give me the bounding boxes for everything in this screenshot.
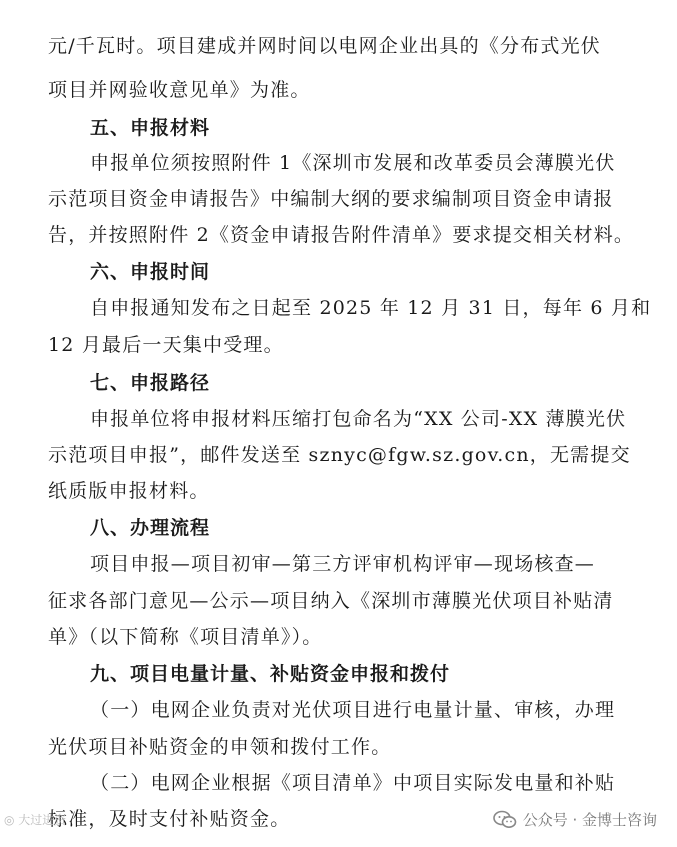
wechat-icon bbox=[493, 810, 517, 830]
paragraph-line: 自申报通知发布之日起至 2025 年 12 月 31 日，每年 6 月和 bbox=[90, 297, 652, 319]
watermark-footer bbox=[0, 805, 677, 837]
section-heading: 五、申报材料 bbox=[90, 117, 211, 139]
paragraph-line: （一）电网企业负责对光伏项目进行电量计量、审核，办理 bbox=[90, 699, 616, 721]
section-heading: 九、项目电量计量、补贴资金申报和拨付 bbox=[90, 663, 451, 685]
paragraph-line: 光伏项目补贴资金的申领和拨付工作。 bbox=[48, 736, 392, 758]
paragraph-line: 申报单位将申报材料压缩打包命名为“XX 公司-XX 薄膜光伏 bbox=[90, 408, 627, 430]
paragraph-line: 示范项目申报”，邮件发送至 sznyc@fgw.sz.gov.cn，无需提交 bbox=[48, 444, 631, 466]
account-watermark bbox=[493, 809, 657, 830]
paragraph-line: 告，并按照附件 2《资金申请报告附件清单》要求提交相关材料。 bbox=[48, 224, 635, 246]
paragraph-line: 征求各部门意见—公示—项目纳入《深圳市薄膜光伏项目补贴清 bbox=[48, 590, 614, 612]
account-name: 公众号 · 金博士咨询 bbox=[522, 811, 657, 829]
paragraph-line: （二）电网企业根据《项目清单》中项目实际发电量和补贴 bbox=[90, 772, 616, 794]
section-heading: 六、申报时间 bbox=[90, 261, 211, 283]
paragraph-line: 单》（以下简称《项目清单》）。 bbox=[48, 626, 323, 648]
paragraph-line: 申报单位须按照附件 1《深圳市发展和改革委员会薄膜光伏 bbox=[90, 152, 616, 174]
paragraph-line: 项目并网验收意见单》为准。 bbox=[48, 79, 311, 101]
paragraph-line: 项目申报—项目初审—第三方评审机构评审—现场核查— bbox=[90, 553, 596, 575]
paragraph-line: 纸质版申报材料。 bbox=[48, 480, 210, 502]
paragraph-line: 标准，及时支付补贴资金。 bbox=[48, 808, 291, 830]
paragraph-line: 12 月最后一天集中受理。 bbox=[48, 334, 284, 356]
left-watermark: ◎ 大过进资 bbox=[4, 813, 67, 827]
paragraph-line: 示范项目资金申请报告》中编制大纲的要求编制项目资金申请报 bbox=[48, 188, 614, 210]
paragraph-line: 元/千瓦时。项目建成并网时间以电网企业出具的《分布式光伏 bbox=[48, 35, 602, 57]
section-heading: 七、申报路径 bbox=[90, 372, 211, 394]
section-heading: 八、办理流程 bbox=[90, 517, 211, 539]
